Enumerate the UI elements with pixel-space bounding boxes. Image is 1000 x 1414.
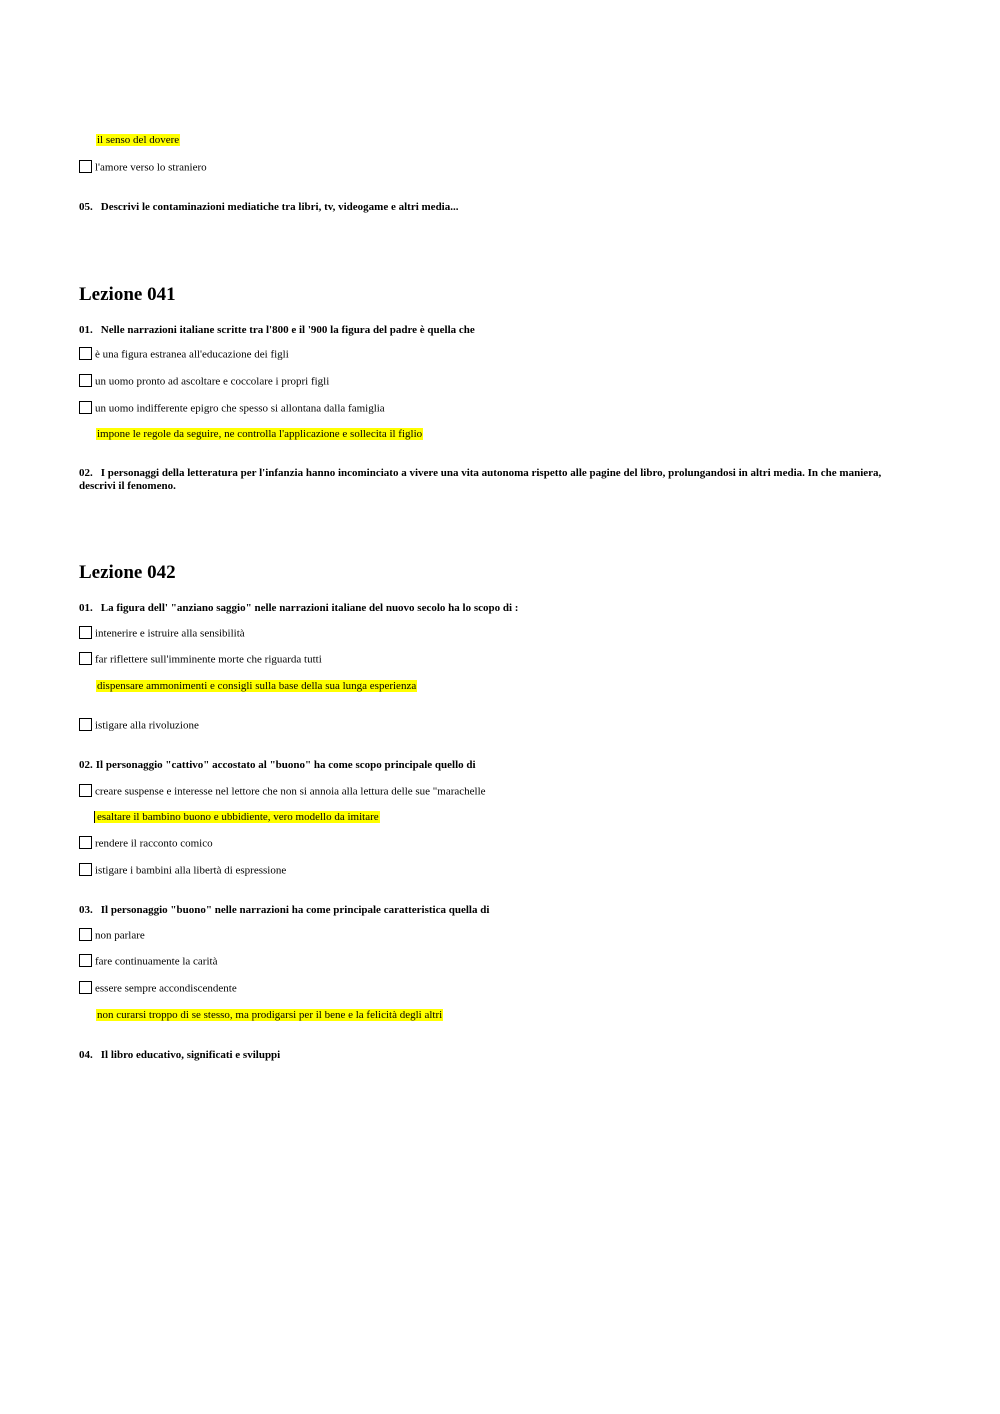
answer-text: è una figura estranea all'educazione dei figli — [95, 348, 289, 361]
answer-text: impone le regole da seguire, ne controlla l'applicazione e sollecita il figlio — [97, 428, 423, 441]
question-02 — [79, 467, 919, 493]
answer-text: non parlare — [95, 929, 145, 942]
checkbox[interactable] — [79, 626, 92, 639]
answer-option — [79, 834, 213, 852]
question-number: 01. — [79, 602, 93, 614]
lesson-heading: Lezione 042 — [79, 562, 176, 583]
answer-option — [79, 952, 217, 970]
answer-option — [79, 979, 237, 997]
answer-text: un uomo indifferente epigro che spesso si allontana dalla famiglia — [95, 402, 385, 415]
checkbox[interactable] — [79, 347, 92, 360]
answer-option — [79, 650, 322, 668]
checkbox[interactable] — [79, 401, 92, 414]
answer-text: istigare alla rivoluzione — [95, 719, 199, 732]
question-number: 03. — [79, 904, 93, 916]
question-text: I personaggi della letteratura per l'infanzia hanno incominciato a vivere una vita autonoma rispetto alle pagine del libro, prolungandosi in altri media. In che maniera, descrivi il fenomeno. — [79, 467, 882, 492]
checkbox[interactable] — [79, 718, 92, 731]
answer-text: l'amore verso lo straniero — [95, 161, 207, 174]
answer-correct — [79, 808, 380, 826]
question-text: Il personaggio "buono" nelle narrazioni ha come principale caratteristica quella di — [100, 904, 490, 916]
answer-text: un uomo pronto ad ascoltare e coccolare i propri figli — [95, 375, 330, 388]
checkbox[interactable] — [79, 863, 92, 876]
answer-text: essere sempre accondiscendente — [95, 982, 237, 995]
answer-option — [79, 716, 199, 734]
answer-option — [79, 861, 286, 879]
answer-text: istigare i bambini alla libertà di espressione — [95, 864, 287, 877]
answer-option — [79, 158, 207, 176]
answer-correct — [79, 425, 423, 443]
answer-text: non curarsi troppo di se stesso, ma prodigarsi per il bene e la felicità degli altri — [97, 1009, 443, 1022]
answer-text: dispensare ammonimenti e consigli sulla base della sua lunga esperienza — [97, 680, 417, 693]
checkbox[interactable] — [79, 981, 92, 994]
answer-correct — [79, 131, 180, 149]
question-01 — [79, 324, 919, 337]
question-number: 02. — [79, 759, 93, 771]
checkbox[interactable] — [79, 836, 92, 849]
question-text: Descrivi le contaminazioni mediatiche tra libri, tv, videogame e altri media... — [100, 201, 459, 213]
question-text: Il personaggio "cattivo" accostato al "buono" ha come scopo principale quello di — [95, 759, 476, 771]
checkbox[interactable] — [79, 784, 92, 797]
checkbox[interactable] — [79, 928, 92, 941]
question-01 — [79, 602, 919, 615]
question-text: Il libro educativo, significati e sviluppi — [100, 1049, 281, 1061]
lesson-heading: Lezione 041 — [79, 284, 176, 305]
question-number: 02. — [79, 467, 93, 479]
answer-text: far riflettere sull'imminente morte che riguarda tutti — [95, 653, 322, 666]
question-04 — [79, 1049, 919, 1062]
question-number: 04. — [79, 1049, 93, 1061]
question-text: La figura dell' "anziano saggio" nelle narrazioni italiane del nuovo secolo ha lo scopo di : — [100, 602, 519, 614]
answer-option — [79, 926, 145, 944]
answer-text: fare continuamente la carità — [95, 955, 218, 968]
question-number: 01. — [79, 324, 93, 336]
question-number: 05. — [79, 201, 93, 213]
answer-correct — [79, 677, 417, 695]
checkbox[interactable] — [79, 160, 92, 173]
question-02 — [79, 759, 919, 772]
answer-text: esaltare il bambino buono e ubbidiente, vero modello da imitare — [94, 811, 380, 823]
answer-option — [79, 372, 329, 390]
answer-text: il senso del dovere — [97, 134, 180, 147]
checkbox[interactable] — [79, 652, 92, 665]
answer-text: intenerire e istruire alla sensibilità — [95, 627, 245, 640]
checkbox[interactable] — [79, 374, 92, 387]
question-03 — [79, 904, 919, 917]
answer-option — [79, 399, 385, 417]
answer-text: rendere il racconto comico — [95, 837, 213, 850]
answer-correct — [79, 1006, 443, 1024]
checkbox[interactable] — [79, 954, 92, 967]
answer-option — [79, 782, 486, 800]
answer-text: creare suspense e interesse nel lettore che non si annoia alla lettura delle sue "marachelle — [95, 785, 486, 798]
question-05 — [79, 201, 919, 214]
answer-option — [79, 345, 289, 363]
answer-option — [79, 624, 245, 642]
question-text: Nelle narrazioni italiane scritte tra l'800 e il '900 la figura del padre è quella che — [100, 324, 475, 336]
